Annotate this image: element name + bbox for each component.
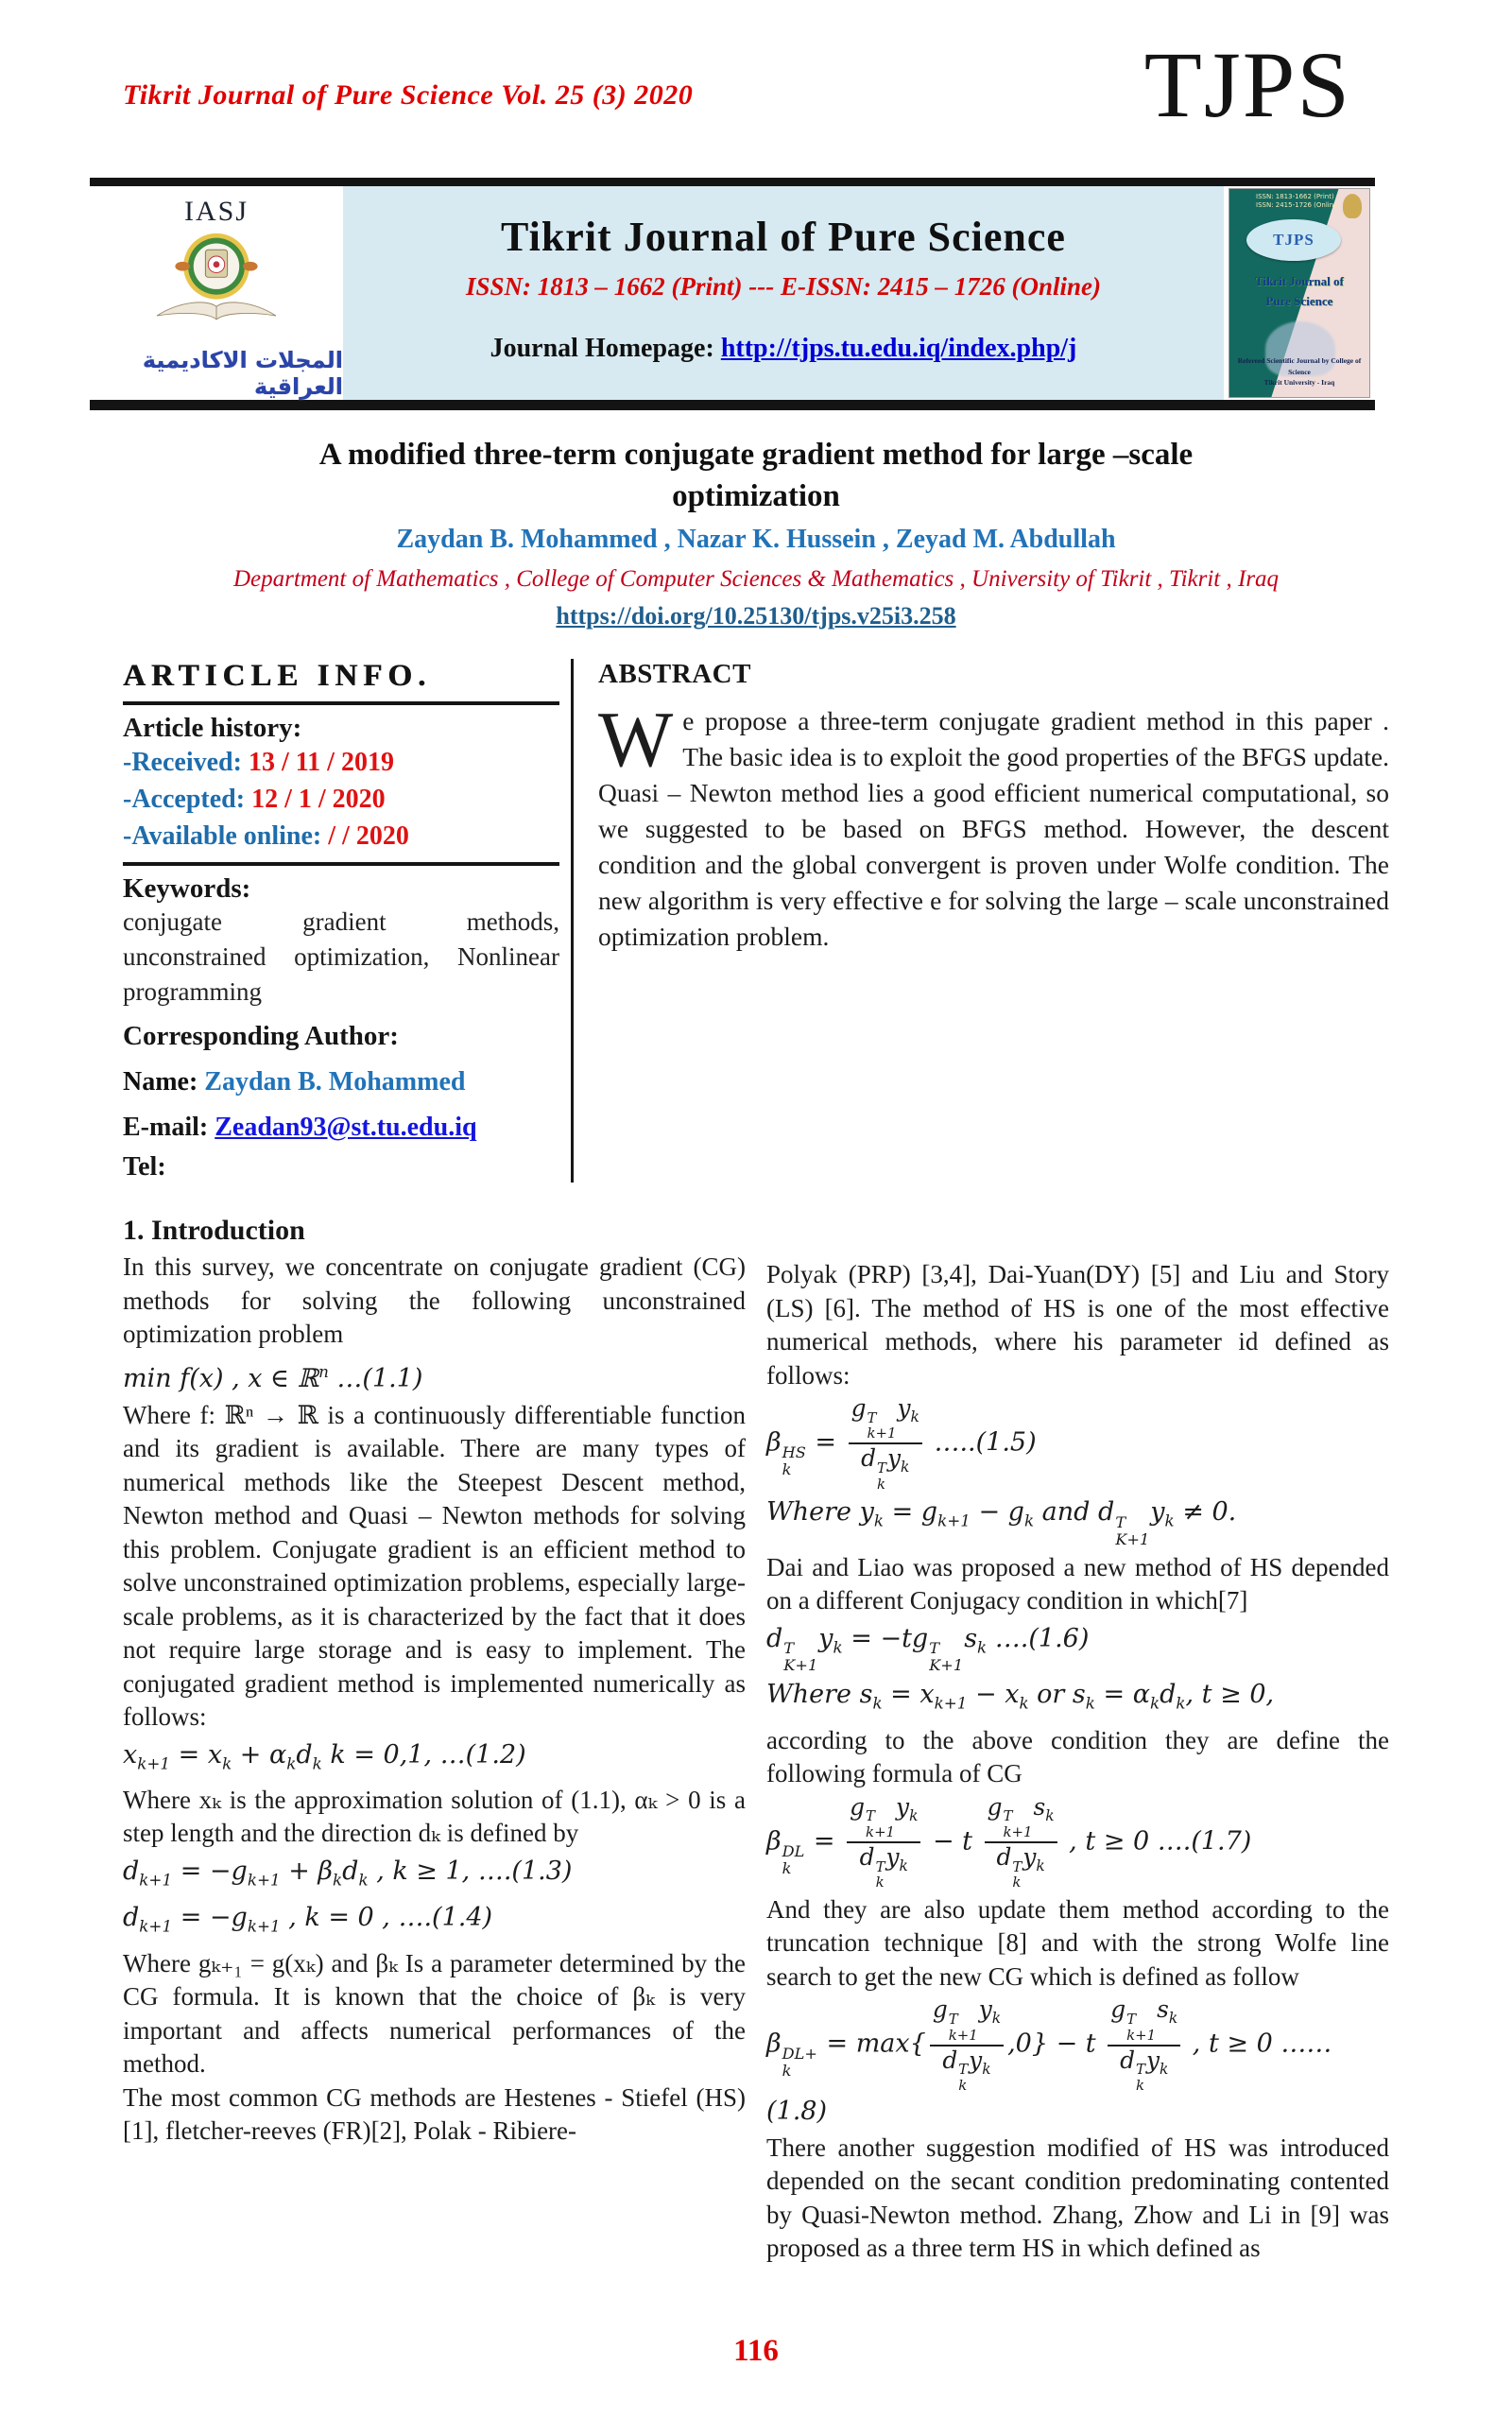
intro-right-column bbox=[766, 1215, 1389, 2265]
equation-yk-condition: Where $y_k = g_{k+1} - g_k$ and d T K+1 $y_k \ne 0$. bbox=[766, 1497, 1237, 1548]
keywords-rule bbox=[123, 862, 559, 866]
intro-paragraph: The most common CG methods are Hestenes - Stiefel (HS)[1], fletcher-reeves (FR)[2], Polak - Ribiere- bbox=[123, 2082, 746, 2146]
title-block bbox=[0, 435, 1512, 630]
abstract-text: We propose a three-term conjugate gradient method in this paper . The basic idea is to exploit the good properties of the BFGS update. Quasi – Newton method lies a good efficient numerical computational, so we suggested to be based on BFGS method. However, the descent condition and the global convergent is proven under Wolfe condition. The new algorithm is very effective e for solving the large – scale unconstrained optimization problem. bbox=[598, 696, 1389, 952]
abstract-heading: ABSTRACT bbox=[598, 659, 751, 690]
banner-homepage-line bbox=[343, 334, 1224, 364]
header-divider-rule bbox=[90, 178, 1375, 186]
doi-line bbox=[0, 602, 1512, 630]
journal-volume-line: Tikrit Journal of Pure Science Vol. 25 (3) 2020 bbox=[123, 79, 694, 111]
page-number: 116 bbox=[733, 2333, 779, 2368]
cover-footer-text: Refereed Scientific Journal by College of Science Tikrit University - Iraq bbox=[1237, 356, 1362, 387]
equation-1-1: min f(x) , x ∈ ℝ$^n$ …(1.1) bbox=[123, 1361, 423, 1393]
corresponding-name-row: Name: Zaydan B. Mohammed bbox=[123, 1067, 466, 1097]
intro-paragraph: In this survey, we concentrate on conjugate gradient (CG) methods for solving the following unconstrained optimization problem bbox=[123, 1252, 746, 1349]
equation-1-4: $d_{k+1} = -g_{k+1}$ , k = 0 , ….(1.4) bbox=[123, 1903, 493, 1936]
introduction-heading: 1. Introduction bbox=[123, 1215, 305, 1247]
homepage-label: Journal Homepage: bbox=[490, 334, 721, 363]
corresponding-author-label: Corresponding Author: bbox=[123, 1021, 399, 1052]
keywords-text: conjugate gradient methods, unconstrained optimization, Nonlinear programming bbox=[123, 907, 559, 1007]
intro-paragraph: And they are also update them method according to the truncation technique [8] and with the strong Wolfe line search to get the new CG which is defined as follow bbox=[766, 1894, 1389, 1991]
iasj-logo bbox=[90, 186, 343, 400]
article-history-label: Article history: bbox=[123, 713, 302, 744]
authors-line: Zaydan B. Mohammed , Nazar K. Hussein , Zeyad M. Abdullah bbox=[396, 525, 1116, 555]
doi-link[interactable]: https://doi.org/10.25130/tjps.v25i3.258 bbox=[556, 602, 956, 630]
keywords-label: Keywords: bbox=[123, 873, 251, 905]
tjps-logo-text: TJPS bbox=[1143, 32, 1351, 137]
introduction-section bbox=[123, 1215, 1389, 2265]
iasj-emblem-icon bbox=[136, 228, 297, 345]
intro-paragraph: Dai and Liao was proposed a new method of HS depended on a different Conjugacy condition in which[7] bbox=[766, 1552, 1389, 1615]
corresponding-email-row: E-mail: Zeadan93@st.tu.edu.iq bbox=[123, 1113, 477, 1143]
banner-journal-title: Tikrit Journal of Pure Science bbox=[501, 214, 1066, 260]
page-footer bbox=[0, 2334, 1512, 2435]
equation-1-6: d T K+1 $y_k = -tg$ T K+1 $s_k$ ….(1.6) bbox=[766, 1623, 1090, 1675]
banner-cover-area bbox=[1224, 186, 1375, 400]
equation-1-2: $x_{k+1} = x_k + \alpha_kd_k$ k = 0,1, …(1.2) bbox=[123, 1739, 526, 1772]
abstract-column bbox=[574, 659, 1389, 1183]
intro-paragraph: Where xₖ is the approximation solution of (1.1), αₖ > 0 is a step length and the direction dₖ is defined by bbox=[123, 1785, 746, 1848]
email-link[interactable]: Zeadan93@st.tu.edu.iq bbox=[215, 1113, 477, 1143]
intro-paragraph: Where f: ℝⁿ → ℝ is a continuously differentiable function and its gradient is available. There are many types of numerical methods like the Steepest Descent method, Newton method and Quasi – Newton methods for solving this problem. Conjugate gradient is an efficient method to solve unconstrained optimization problems, especially large-scale problems, as it is characterized by the fact that it does not require large storage and is easy to implement. The conjugated gradient method is implemented numerically as follows: bbox=[123, 1400, 746, 1732]
equation-1-3: $d_{k+1} = -g_{k+1} + \beta_kd_k$ , k ≥ 1, ….(1.3) bbox=[123, 1856, 573, 1890]
iasj-logo-text: IASJ bbox=[183, 196, 249, 227]
page-header bbox=[0, 32, 1512, 170]
article-info-heading: ARTICLE INFO. bbox=[123, 659, 432, 694]
journal-banner bbox=[90, 186, 1375, 400]
intro-left-column bbox=[123, 1215, 746, 2265]
received-row: -Received: 13 / 11 / 2019 bbox=[123, 748, 394, 778]
equation-1-5: β HS k = g T k+1 $y_k$ d T k $y_k$ …..(1.5) bbox=[766, 1394, 1037, 1493]
info-abstract-section bbox=[123, 659, 1389, 1183]
iasj-arabic-label: المجلات الاكاديمية العراقية bbox=[142, 347, 343, 400]
cover-journal-name: Tikrit Journal of Pure Science bbox=[1255, 274, 1344, 308]
cover-gold-emblem-icon bbox=[1343, 194, 1362, 218]
equation-1-7: β DL k = g T k+1 $y_k$ d T k $y_k$ − t g T k+1 $s_k$ d T k $y_k$ , t ≥ 0 ….(1.7) bbox=[766, 1792, 1252, 1891]
equation-sk-definition: Where $s_k = x_{k+1} - x_k$ or $s_k = \alpha_kd_k$, t ≥ 0, bbox=[766, 1680, 1275, 1713]
intro-paragraph: Polyak (PRP) [3,4], Dai-Yuan(DY) [5] and Liu and Story (LS) [6]. The method of HS is one of the most effective numerical methods, where his parameter id defined as follows: bbox=[766, 1260, 1389, 1390]
banner-bottom-rule bbox=[90, 400, 1375, 410]
intro-paragraph: Where gₖ₊₁ = g(xₖ) and βₖ Is a parameter determined by the CG formula. It is known that the choice of βₖ is very important and affects numerical performances of the method. bbox=[123, 1948, 746, 2079]
article-info-column bbox=[123, 659, 559, 1183]
intro-paragraph: according to the above condition they are define the following formula of CG bbox=[766, 1725, 1389, 1788]
abstract-dropcap: W bbox=[598, 696, 674, 785]
accepted-row: -Accepted: 12 / 1 / 2020 bbox=[123, 785, 386, 815]
tel-label: Tel: bbox=[123, 1152, 166, 1183]
article-info-rule bbox=[123, 701, 559, 705]
cover-tjps-ellipse: TJPS bbox=[1246, 219, 1341, 261]
banner-issn-line: ISSN: 1813 – 1662 (Print) --- E-ISSN: 2415 – 1726 (Online) bbox=[465, 272, 1102, 301]
homepage-link[interactable]: http://tjps.tu.edu.iq/index.php/j bbox=[720, 334, 1077, 363]
article-title: A modified three-term conjugate gradient method for large –scale optimization bbox=[318, 438, 1194, 513]
equation-1-8: β DL+ k = max{ g T k+1 $y_k$ d T k $y_k$ ,0} − t g T k+1 $s_k$ d T k $y_k$ , t ≥ 0 ……(1.8) bbox=[766, 1995, 1332, 2126]
intro-paragraph: There another suggestion modified of HS was introduced depended on the secant condition predominating contented by Quasi-Newton method. Zhang, Zhow and Li in [9] was proposed as a three term HS in which defined as bbox=[766, 2133, 1389, 2263]
affiliation-line: Department of Mathematics , College of Computer Sciences & Mathematics , University of Tikrit , Tikrit , Iraq bbox=[232, 566, 1280, 593]
available-row: -Available online: / / 2020 bbox=[123, 821, 409, 852]
cover-issn-small: ISSN: 1813-1662 (Print) ISSN: 2415-1726 (Online) bbox=[1256, 193, 1341, 210]
journal-cover-image bbox=[1228, 188, 1370, 398]
banner-center bbox=[343, 186, 1224, 400]
